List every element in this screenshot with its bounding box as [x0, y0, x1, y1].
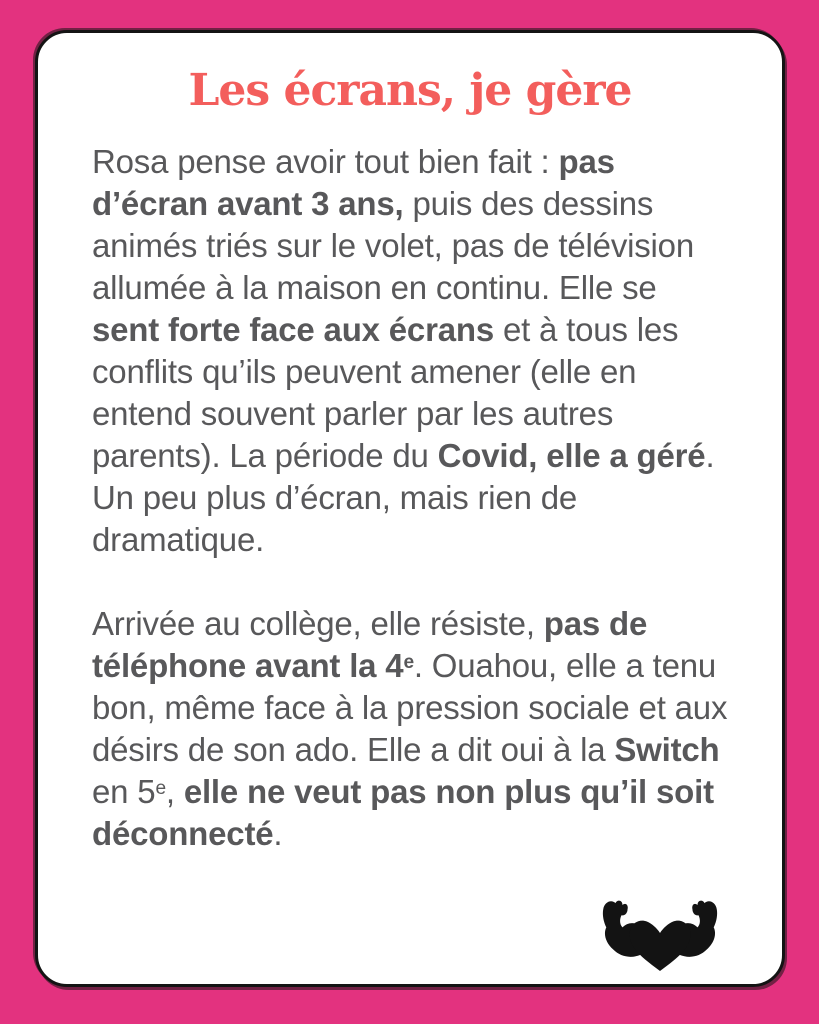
superscript: e: [155, 777, 166, 799]
text-segment: . Ouahou, elle a tenu bon, même face à la pression sociale et aux désirs de son ado. Elle a dit oui à la: [92, 647, 728, 769]
muscle-heart-icon: [594, 898, 726, 974]
text-segment: puis des dessins animés triés sur le volet, pas de télévision allumée à la maison en continu. Elle se: [92, 185, 694, 307]
body-paragraph: [92, 141, 728, 561]
body-paragraph: [92, 603, 728, 855]
superscript: e: [403, 651, 414, 673]
text-segment: sent forte face aux écrans: [92, 311, 494, 349]
text-segment: . Un peu plus d’écran, mais rien de dramatique.: [92, 437, 715, 559]
page-title: Les écrans, je gère: [188, 65, 632, 116]
text-segment: [403, 647, 413, 684]
text-segment: Covid, elle a géré: [437, 437, 706, 475]
content-card: [35, 30, 785, 987]
text-segment: en 5: [92, 773, 156, 811]
text-segment: pas de téléphone avant la 4: [92, 605, 648, 685]
text-segment: elle ne veut pas non plus qu’il soit déconnecté: [92, 773, 714, 853]
text-segment: .: [273, 815, 283, 853]
body-text: [38, 141, 782, 855]
text-segment: Switch: [614, 731, 720, 769]
text-segment: ,: [165, 773, 184, 811]
text-segment: et à tous les conflits qu’ils peuvent amener (elle en entend souvent parler par les autres parents). La période du: [92, 311, 679, 475]
text-segment: Rosa pense avoir tout bien fait :: [92, 143, 559, 181]
text-segment: Arrivée au collège, elle résiste,: [92, 605, 544, 643]
text-segment: [155, 773, 165, 810]
text-segment: pas d’écran avant 3 ans,: [92, 143, 615, 223]
